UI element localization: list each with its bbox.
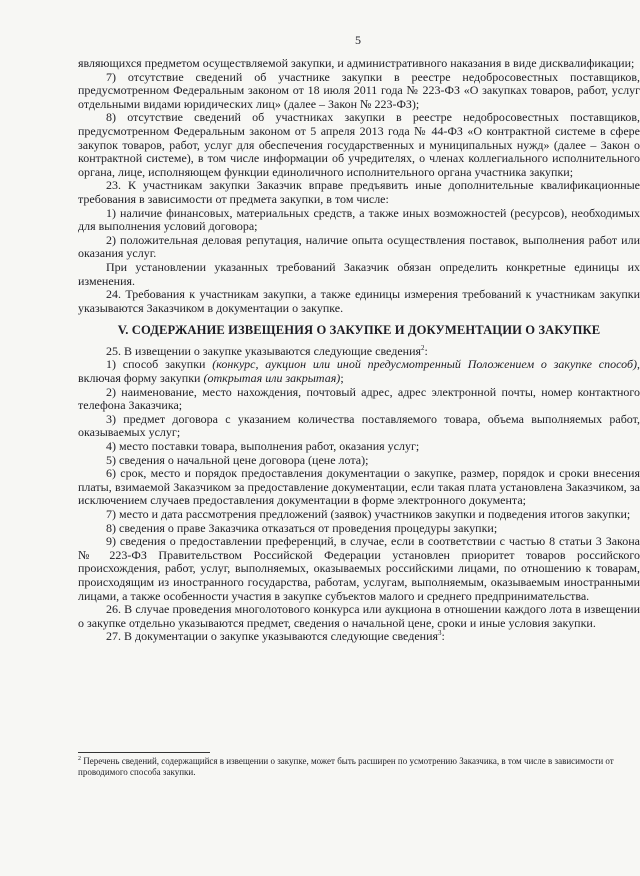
footnotes <box>78 756 640 777</box>
list-item-23-1: 1) наличие финансовых, материальных средств, а также иных возможностей (ресурсов), необходимых для выполнения условий договора; <box>78 205 640 234</box>
section-heading: V. СОДЕРЖАНИЕ ИЗВЕЩЕНИЯ О ЗАКУПКЕ И ДОКУМЕНТАЦИИ О ЗАКУПКЕ <box>117 323 601 338</box>
paragraph-25-text: 25. В извещении о закупке указываются следующие сведения <box>106 343 422 358</box>
footnote-divider <box>78 752 210 753</box>
paragraph-27-text: 27. В документации о закупке указываются следующие сведения <box>106 629 439 644</box>
item-1-end: ; <box>340 371 344 386</box>
list-item-25-9: 9) сведения о предоставлении преференций, в случае, если в соответствии с частью 8 статьи 3 Закона № 223-ФЗ Правительством Российской Федерации установлен приоритет товаров российского происхождения, работ, услуг, выполняемых, оказываемых российскими лицами, по отношению к товарам, происходящим из иностранного государства, работам, услугам, выполняемым, оказываемым иностранными лицами, а также особенности участия в закупке субъектов малого и среднего предпринимательства. <box>78 534 640 603</box>
footnote-ref-3: 3 <box>438 629 442 638</box>
list-item-25-4: 4) место поставки товара, выполнения работ, оказания услуг; <box>106 439 420 454</box>
paragraph-26: 26. В случае проведения многолотового конкурса или аукциона в отношении каждого лота в извещении о закупке отдельно указываются предмет, сведения о начальной цене, сроки и иные условия закупки. <box>78 602 640 630</box>
paragraph-24: 24. Требования к участникам закупки, а также единицы измерения требований к участникам закупки указываются Заказчиком в документации о закупке. <box>78 287 640 315</box>
paragraph-25-colon: : <box>424 343 428 358</box>
document-body <box>78 57 640 644</box>
paragraph-27 <box>78 630 640 644</box>
list-item-8: 8) отсутствие сведений об участниках закупки в реестре недобросовестных поставщиков, предусмотренном Федеральным законом от 5 апреля 2013 года № 44-ФЗ «О контрактной системе в сфере закупок товаров, работ, услуг для обеспечения государственных и муниципальных нужд» (далее – Закон о контрактной системе), в том числе информации об учредителях, о членах коллегиального исполнительного органа, лице, исполняющем функции единоличного исполнительного органа участника закупки; <box>78 110 640 179</box>
paragraph-27-colon: : <box>441 629 445 644</box>
paragraph-continuation: являющихся предметом осуществляемой закупки, и административного наказания в виде дисквалификации; <box>78 56 635 70</box>
list-item-25-6: 6) срок, место и порядок предоставления документации о закупке, размер, порядок и сроки внесения платы, взимаемой Заказчиком за предоставление документации, если такая плата установлена Заказчиком, за исключением случаев предоставления документации в форме электронного документа; <box>78 466 640 508</box>
footnote-2-mark: 2 <box>78 756 81 762</box>
paragraph-25 <box>78 345 640 359</box>
list-item-25-7: 7) место и дата рассмотрения предложений (заявок) участников закупки и подведения итогов закупки; <box>106 507 631 521</box>
item-1-form: (открытая или закрытая) <box>203 371 341 386</box>
page-number: 5 <box>355 33 361 47</box>
item-1-methods: (конкурс, аукцион или иной предусмотренный Положением о закупке способ) <box>212 357 638 372</box>
item-1-lead: 1) способ закупки <box>106 357 213 372</box>
list-item-23-2: 2) положительная деловая репутация, наличие опыта осуществления поставок, выполнения работ или оказания услуг. <box>78 232 640 261</box>
list-item-25-2: 2) наименование, место нахождения, почтовый адрес, адрес электронной почты, номер контактного телефона Заказчика; <box>78 384 640 413</box>
paragraph-requirements-units: При установлении указанных требований Заказчик обязан определить конкретные единицы их изменения. <box>78 259 640 288</box>
footnote-ref-2: 2 <box>421 343 425 352</box>
list-item-25-1 <box>78 358 640 385</box>
list-item-25-8: 8) сведения о праве Заказчика отказаться от проведения процедуры закупки; <box>106 520 498 535</box>
paragraph-23: 23. К участникам закупки Заказчик вправе предъявить иные дополнительные квалификационные требования в зависимости от предмета закупки, в том числе: <box>78 178 640 206</box>
list-item-25-3: 3) предмет договора с указанием количества поставляемого товара, объема выполняемых работ, оказываемых услуг; <box>78 411 640 440</box>
item-1-middle: , включая форму закупки <box>78 357 640 386</box>
footnote-2-text: Перечень сведений, содержащийся в извещении о закупке, может быть расширен по усмотрению Заказчика, в том числе в зависимости от проводимого способа закупки. <box>78 756 614 777</box>
list-item-7: 7) отсутствие сведений об участнике закупки в реестре недобросовестных поставщиков, предусмотренном Федеральным законом от 18 июля 2011 года № 223-ФЗ «О закупках товаров, работ, услуг отдельными видами юридических лиц» (далее – Закон № 223-ФЗ); <box>78 69 640 111</box>
footnote-2 <box>78 756 640 777</box>
list-item-25-5: 5) сведения о начальной цене договора (цене лота); <box>106 452 369 467</box>
